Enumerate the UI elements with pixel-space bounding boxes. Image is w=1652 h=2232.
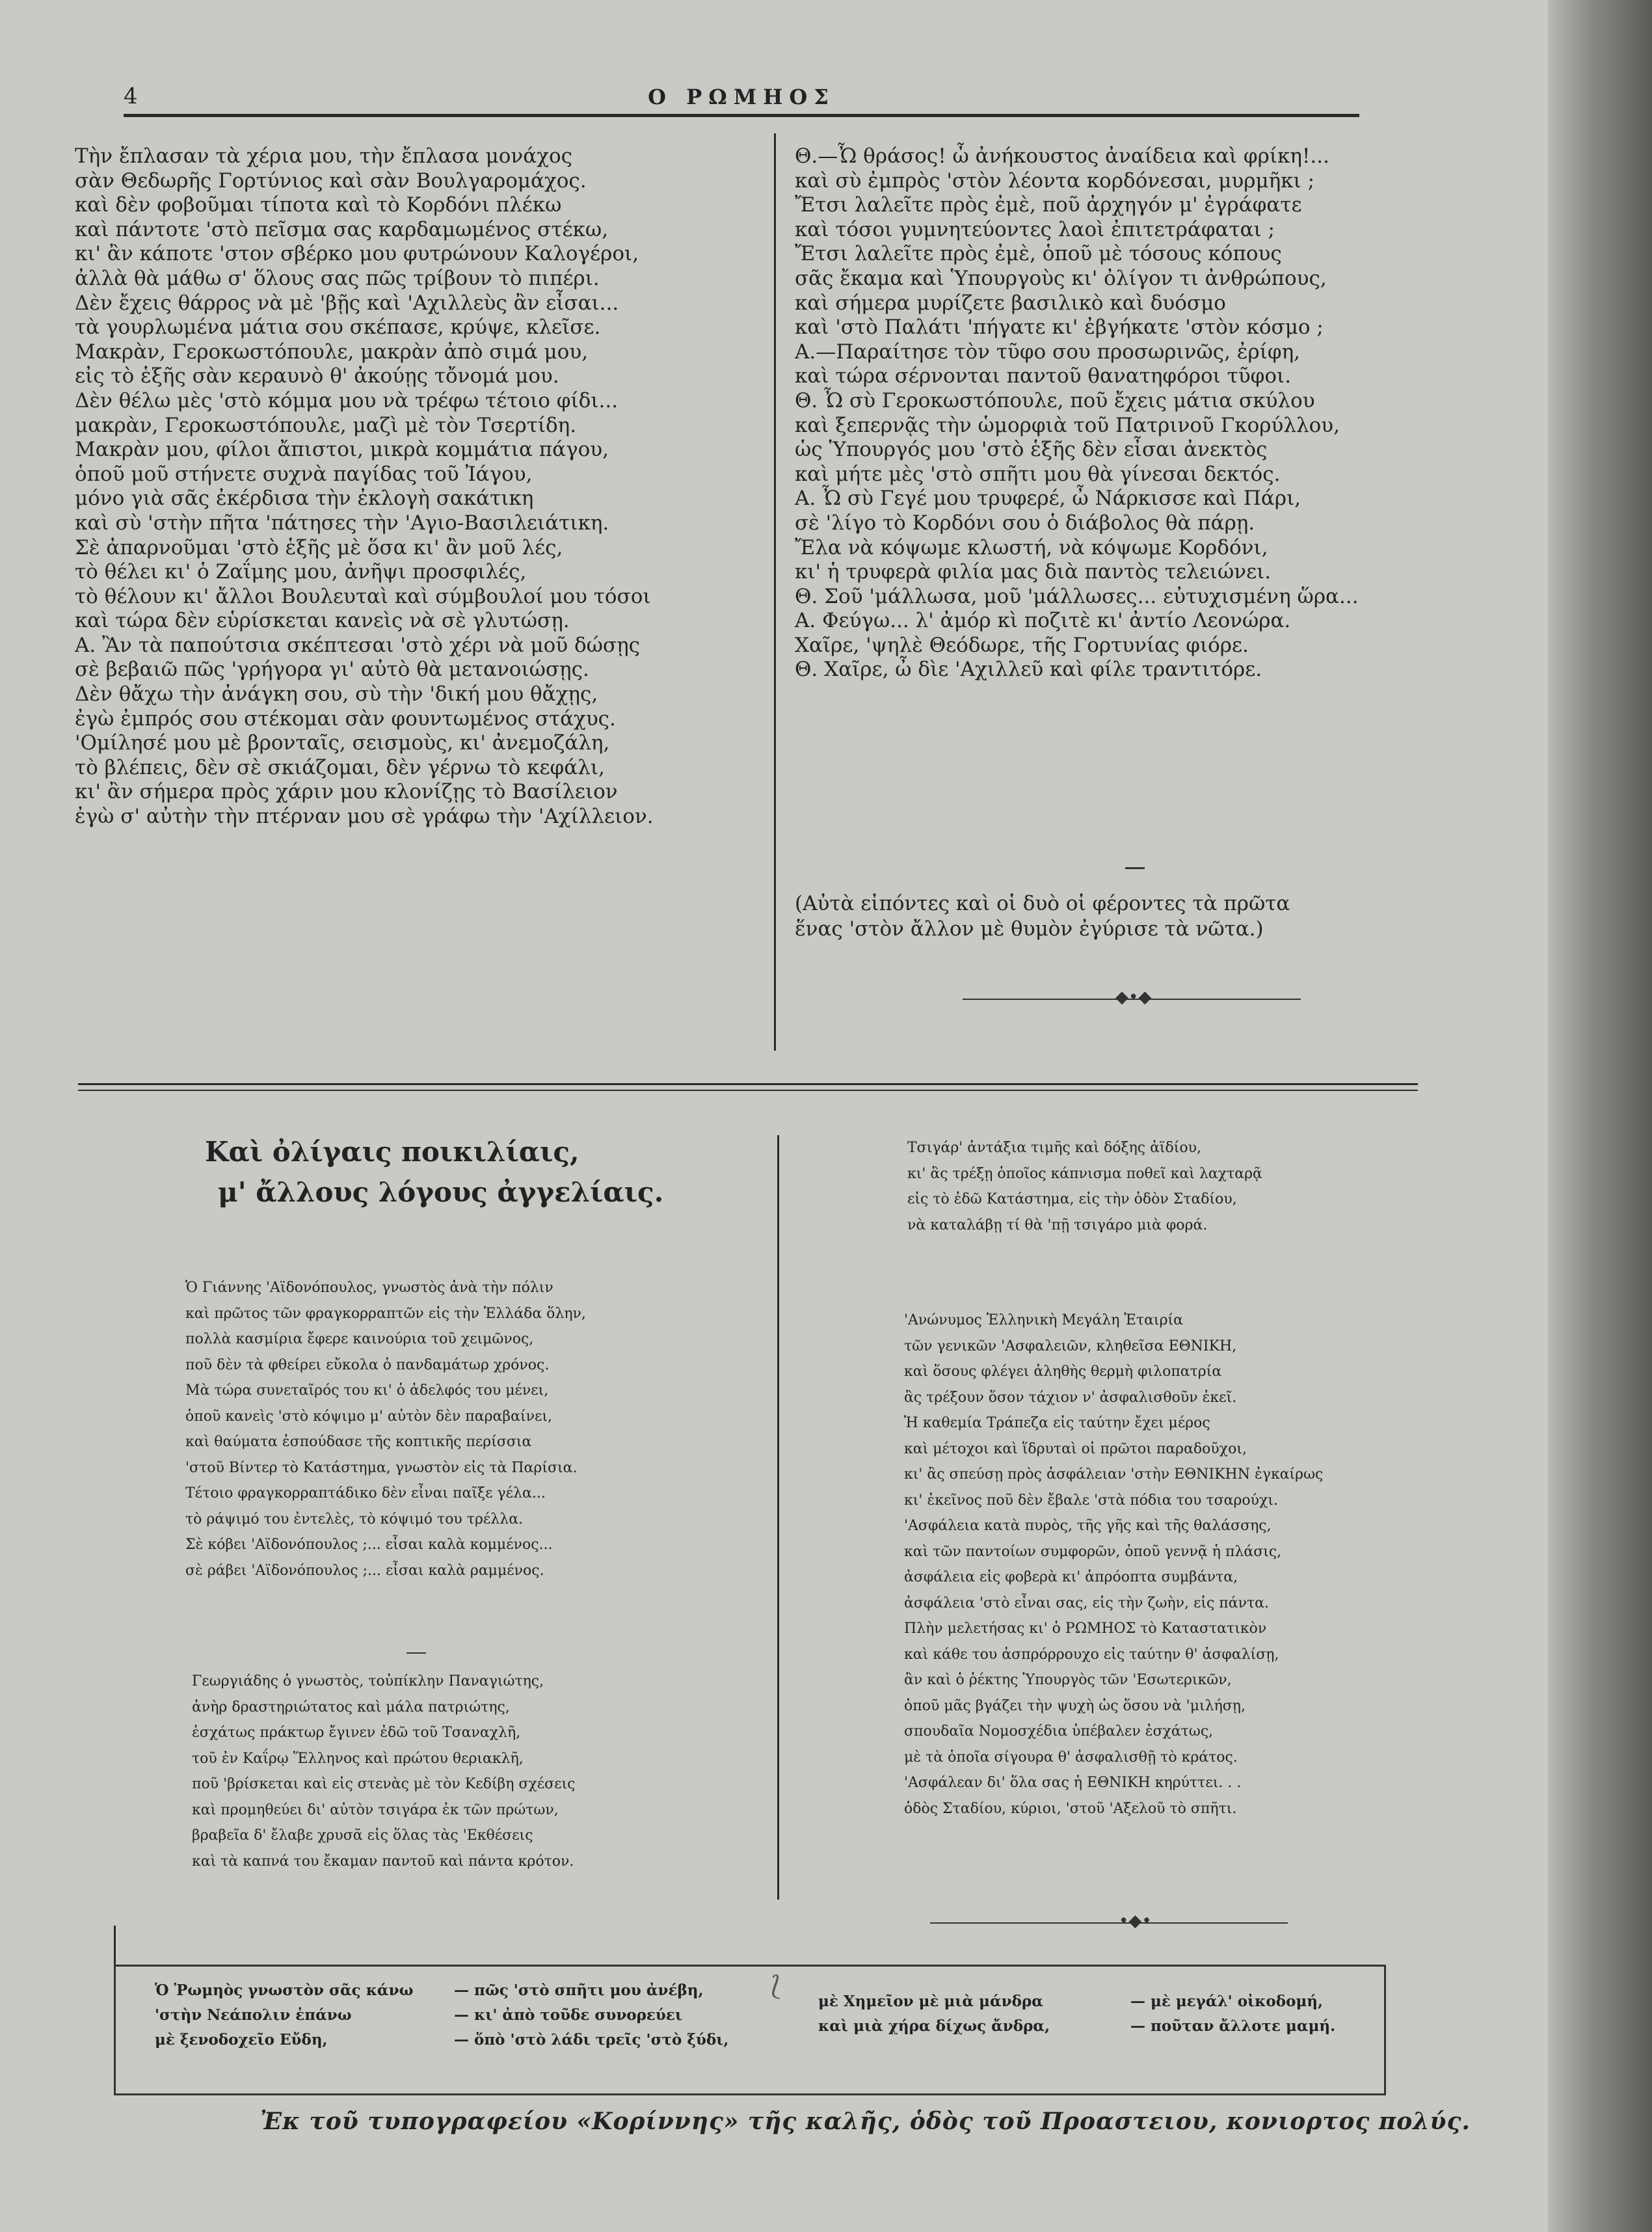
box-far-right-lines [1130, 1989, 1335, 2039]
verse-line: νὰ καταλάβῃ τί θὰ 'πῇ τσιγάρο μιὰ φορά. [907, 1217, 1208, 1233]
verse-line: 'Ομίλησέ μου μὲ βρονταῖς, σεισμοὺς, κι' ἀνεμοζάλη, [75, 731, 610, 755]
box-line: — ὅπὸ 'στὸ λάδι τρεῖς 'στὸ ξύδι, [454, 2031, 729, 2049]
verse-line: σὲ ράβει 'Αϊδονόπουλος ;... εἶσαι καλὰ ραμμένος. [185, 1562, 544, 1579]
advertisement-tailor [185, 1275, 586, 1583]
verse-line: καὶ μήτε μὲς 'στὸ σπῆτι μου θὰ γίνεσαι δεκτός. [795, 462, 1281, 486]
ornament-mark-bottom: •◆• [1119, 1911, 1152, 1931]
verse-line: 'Ασφάλεαν δι' ὅλα σας ἡ ΕΘΝΙΚΗ κηρύττει. . . [904, 1775, 1242, 1791]
verse-line: κι' ἐκεῖνος ποῦ δὲν ἔβαλε 'στὰ πόδια του τσαρούχι. [904, 1492, 1278, 1509]
verse-line: Γεωργιάδης ὁ γνωστὸς, τοὐπίκλην Παναγιώτης, [192, 1673, 544, 1689]
advertisement-cigarettes-continued [907, 1135, 1262, 1238]
verse-line: κι' ἂς σπεύσῃ πρὸς ἀσφάλειαν 'στὴν ΕΘΝΙΚΗΝ ἐγκαίρως [904, 1466, 1324, 1483]
verse-line: πολλὰ κασμίρια ἔφερε καινούρια τοῦ χειμῶνος, [185, 1331, 534, 1347]
verse-line: Α. Ἂν τὰ παπούτσια σκέπτεσαι 'στὸ χέρι νὰ μοῦ δώσῃς [75, 633, 640, 657]
box-line: — ποῦταν ἄλλοτε μαμή. [1130, 2017, 1336, 2035]
advert-dash [406, 1652, 426, 1654]
verse-line: Δὲν θέλω μὲς 'στὸ κόμμα μου νὰ τρέφω τέτοιο φίδι... [75, 388, 619, 412]
verse-line: σὰν Θεδωρῆς Γορτύνιος καὶ σὰν Βουλγαρομάχος. [75, 168, 587, 193]
verse-line: καὶ δὲν φοβοῦμαι τίποτα καὶ τὸ Κορδόνι πλέκω [75, 193, 562, 217]
verse-line: Θ. Ὦ σὺ Γεροκωστόπουλε, ποῦ ἔχεις μάτια σκύλου [795, 388, 1315, 412]
newspaper-title: Ο ΡΩΜΗΟΣ [648, 85, 835, 109]
section-dash [1125, 867, 1145, 869]
dialogue-right-column [795, 144, 1359, 682]
ornament-mark-top: ◆•◆ [1115, 988, 1152, 1007]
verse-line: Χαῖρε, 'ψηλὲ Θεόδωρε, τῆς Γορτυνίας φιόρε. [795, 633, 1249, 657]
verse-line: τὰ γουρλωμένα μάτια σου σκέπασε, κρύψε, κλεῖσε. [75, 316, 601, 340]
box-line: — μὲ μεγάλ' οἰκοδομή, [1130, 1993, 1324, 2010]
verse-line: ἀσφάλεια 'στὸ εἶναι σας, εἰς τὴν ζωὴν, εἰς πάντα. [904, 1594, 1269, 1611]
verse-line: Μακρὰν μου, φίλοι ἄπιστοι, μικρὰ κομμάτια πάγου, [75, 438, 609, 462]
advertisement-cigarettes [192, 1669, 576, 1874]
verse-line: τὸ ράψιμό του ἐντελὲς, τὸ κόψιμό του τρέλλα. [185, 1511, 524, 1527]
verse-line: Ἔλα νὰ κόψωμε κλωστή, νὰ κόψωμε Κορδόνι, [795, 535, 1268, 559]
verse-line: ἂν καὶ ὁ ῥέκτης Ὑπουργὸς τῶν 'Εσωτερικῶν, [904, 1672, 1232, 1688]
verse-line: 'στοῦ Βίντερ τὸ Κατάστημα, γνωστὸν εἰς τὰ Παρίσια. [185, 1459, 578, 1476]
verse-line: καὶ τῶν παντοίων συμφορῶν, ὁποῦ γεννᾷ ἡ πλάσις, [904, 1543, 1282, 1560]
section-rule-double-a [78, 1083, 1418, 1085]
section-rule-double-b [78, 1090, 1418, 1091]
verse-line: τὸ βλέπεις, δὲν σὲ σκιάζομαι, δὲν γέρνω τὸ κεφάλι, [75, 755, 605, 779]
box-line: 'στὴν Νεάπολιν ἐπάνω [155, 2006, 352, 2024]
verse-line: καὶ κάθε του ἀσπρόρρουχο εἰς ταύτην θ' ἀσφαλίσῃ, [904, 1646, 1279, 1663]
verse-line: μακρὰν, Γεροκωστόπουλε, μαζὶ μὲ τὸν Τσερτίδη. [75, 413, 577, 437]
verse-line: τῶν γενικῶν 'Ασφαλειῶν, κληθεῖσα ΕΘΝΙΚΗ, [904, 1338, 1237, 1354]
verse-line: Τέτοιο φραγκορραπτάδικο δὲν εἶναι παῖξε γέλα... [185, 1485, 546, 1501]
verse-line: τὸ θέλουν κι' ἄλλοι Βουλευταὶ καὶ σύμβουλοί μου τόσοι [75, 584, 651, 608]
verse-line: καὶ ξεπερνᾷς τὴν ὡμορφιὰ τοῦ Πατρινοῦ Γκορύλλου, [795, 413, 1340, 437]
page-edge-shadow [1548, 0, 1652, 2232]
note-line: (Αὐτὰ εἰπόντες καὶ οἱ δυὸ οἱ φέροντες τὰ πρῶτα [795, 892, 1290, 915]
verse-line: Ἔτσι λαλεῖτε πρὸς ἐμὲ, ποῦ ἀρχηγόν μ' ἐγράφατε [795, 193, 1302, 217]
verse-line: βραβεῖα δ' ἔλαβε χρυσᾶ εἰς ὅλας τὰς 'Εκθέσεις [192, 1827, 533, 1844]
verse-line: Τὴν ἔπλασαν τὰ χέρια μου, τὴν ἔπλασα μονάχος [75, 144, 573, 168]
column-divider-bottom [777, 1135, 779, 1900]
verse-line: ὁποῦ κανεὶς 'στὸ κόψιμο μ' αὐτὸν δὲν παραβαίνει, [185, 1408, 552, 1425]
verse-line: καὶ προμηθεύει δι' αὐτὸν τσιγάρα ἐκ τῶν πρώτων, [192, 1801, 559, 1818]
verse-line: Ὁ Γιάννης 'Αϊδονόπουλος, γνωστὸς ἀνὰ τὴν πόλιν [185, 1280, 553, 1296]
verse-line: ἐγὼ ἐμπρός σου στέκομαι σὰν φουντωμένος στάχυς. [75, 706, 616, 731]
verse-line: καὶ σὺ ἐμπρὸς 'στὸν λέοντα κορδόνεσαι, μυρμῆκι ; [795, 168, 1315, 193]
verse-line: κι' ἡ τρυφερὰ φιλία μας διὰ παντὸς τελειώνει. [795, 560, 1272, 584]
verse-line: Δὲν ἔχεις θάρρος νὰ μὲ 'βῇς καὶ 'Αχιλλεὺς ἂν εἶσαι... [75, 291, 619, 315]
verse-line: καὶ τόσοι γυμνητεύοντες λαοὶ ἐπιτετράφαται ; [795, 217, 1275, 241]
verse-line: σὲ βεβαιῶ πῶς 'γρήγορα γι' αὐτὸ θὰ μετανοιώσῃς. [75, 658, 589, 682]
verse-line: τὸ θέλει κι' ὁ Ζαΐμης μου, ἀνῆψι προσφιλές, [75, 560, 527, 584]
section-heading-line-2: μ' ἄλλους λόγους ἀγγελίαις. [218, 1176, 664, 1208]
verse-line: καὶ σήμερα μυρίζετε βασιλικὸ καὶ δυόσμο [795, 291, 1226, 315]
verse-line: καὶ πρῶτος τῶν φραγκορραπτῶν εἰς τὴν Ἑλλάδα ὅλην, [185, 1305, 586, 1322]
verse-line: 'Ασφάλεια κατὰ πυρὸς, τῆς γῆς καὶ τῆς θαλάσσης, [904, 1518, 1272, 1534]
section-heading-line-1: Καὶ ὀλίγαις ποικιλίαις, [205, 1136, 580, 1168]
verse-line: ὁποῦ μᾶς βγάζει τὴν ψυχὴ ὡς ὅσου νὰ 'μιλήσῃ, [904, 1697, 1246, 1714]
verse-line: Ἡ καθεμία Τράπεζα εἰς ταύτην ἔχει μέρος [904, 1415, 1210, 1431]
box-right-lines [818, 1989, 1050, 2039]
verse-line: τοῦ ἐν Καΐρῳ Ἕλληνος καὶ πρώτου θεριακλῆ, [192, 1750, 524, 1767]
box-line: μὲ Χημεῖον μὲ μιὰ μάνδρα [818, 1993, 1043, 2010]
verse-line: Δὲν θἄχω τὴν ἀνάγκη σου, σὺ τὴν 'δική μου θἄχῃς, [75, 682, 598, 706]
verse-line: εἰς τὸ ἑξῆς σὰν κεραυνὸ θ' ἀκούῃς τὄνομά μου. [75, 364, 559, 388]
verse-line: Α. Ὦ σὺ Γεγέ μου τρυφερέ, ὦ Νάρκισσε καὶ Πάρι, [795, 487, 1301, 511]
verse-line: καὶ σὺ 'στὴν πῆτα 'πάτησες τὴν 'Αγιο-Βασιλειάτικη. [75, 511, 609, 535]
verse-line: καὶ τώρα δὲν εὑρίσκεται κανεὶς νὰ σὲ γλυτώσῃ. [75, 609, 570, 633]
verse-line: Μὰ τώρα συνεταῖρός του κι' ὁ ἀδελφός του μένει, [185, 1382, 549, 1399]
verse-line: κι' ἂν κάποτε 'στον σβέρκο μου φυτρώνουν Καλογέροι, [75, 242, 639, 266]
box-mid-lines [454, 1978, 728, 2052]
verse-line: κι' ἂν σήμερα πρὸς χάριν μου κλονίζῃς τὸ Βασίλειον [75, 780, 618, 804]
verse-line: ὁδὸς Σταδίου, κύριοι, 'στοῦ 'Αξελοῦ τὸ σπῆτι. [904, 1800, 1237, 1817]
verse-line: Τσιγάρ' ἀντάξια τιμῆς καὶ δόξης ἀϊδίου, [907, 1140, 1202, 1156]
header-rule [124, 114, 1359, 117]
verse-line: καὶ 'στὸ Παλάτι 'πήγατε κι' ἐβγήκατε 'στὸν κόσμο ; [795, 316, 1324, 340]
advertisement-insurance [904, 1308, 1323, 1822]
column-divider-top [774, 133, 776, 1051]
verse-line: καὶ μέτοχοι καὶ ἵδρυταὶ οἱ πρῶτοι παραδοῦχοι, [904, 1440, 1247, 1457]
verse-line: ποῦ 'βρίσκεται καὶ εἰς στενὰς μὲ τὸν Κεδίβη σχέσεις [192, 1776, 576, 1792]
verse-line: ἀλλὰ θὰ μάθω σ' ὅλους σας πῶς τρίβουν τὸ πιπέρι. [75, 266, 600, 290]
verse-line: ὡς Ὑπουργός μου 'στὸ ἑξῆς δὲν εἶσαι ἀνεκτὸς [795, 438, 1268, 462]
verse-line: μὲ τὰ ὁποῖα σίγουρα θ' ἀσφαλισθῇ τὸ κράτος. [904, 1749, 1238, 1766]
box-line: μὲ ξενοδοχεῖο Εὔδη, [155, 2031, 328, 2049]
verse-line: ἐγὼ σ' αὐτὴν τὴν πτέρναν μου σὲ γράφω τὴν 'Αχίλλειον. [75, 805, 654, 829]
verse-line: Σὲ ἀπαρνοῦμαι 'στὸ ἑξῆς μὲ ὅσα κι' ἂν μοῦ λές, [75, 535, 563, 559]
verse-line: σὲ 'λίγο τὸ Κορδόνι σου ὁ διάβολος θὰ πάρῃ. [795, 511, 1255, 535]
box-line: — κι' ἀπὸ τοῦδε συνορεύει [454, 2006, 682, 2024]
box-line: καὶ μιὰ χήρα δίχως ἄνδρα, [818, 2017, 1050, 2035]
verse-line: Πλὴν μελετήσας κι' ὁ ΡΩΜΗΟΣ τὸ Καταστατικὸν [904, 1620, 1267, 1637]
verse-line: εἰς τὸ ἐδῶ Κατάστημα, εἰς τὴν ὁδὸν Σταδίου, [907, 1191, 1237, 1207]
verse-line: Θ. Χαῖρε, ὦ δὶε 'Αχιλλεῦ καὶ φίλε τραντιτόρε. [795, 658, 1262, 682]
verse-line: Θ.—Ὦ θράσος! ὦ ἀνήκουστος ἀναίδεια καὶ φρίκη!... [795, 144, 1329, 168]
verse-line: καὶ ὅσους φλέγει ἀληθὴς θερμὴ φιλοπατρία [904, 1364, 1222, 1380]
verse-line: καὶ θαύματα ἐσπούδασε τῆς κοπτικῆς περίσσια [185, 1434, 532, 1450]
verse-line: Μακρὰν, Γεροκωστόπουλε, μακρὰν ἀπὸ σιμά μου, [75, 340, 589, 364]
dialogue-left-column [75, 144, 654, 829]
verse-line: Σὲ κόβει 'Αϊδονόπουλος ;... εἶσαι καλὰ κομμένος... [185, 1537, 553, 1553]
section-heading [205, 1132, 663, 1213]
page-number: 4 [124, 83, 138, 109]
box-brace: ⟅ [771, 1971, 781, 2001]
verse-line: ὁποῦ μοῦ στήνετε συχνὰ παγίδας τοῦ Ἰάγου, [75, 462, 533, 486]
printer-imprint: Ἐκ τοῦ τυπογραφείου «Κορίννης» τῆς καλῆς, ὁδὸς τοῦ Προαστειου, κονιορτος πολύς. [260, 2108, 1471, 2135]
verse-line: ἂς τρέξουν ὅσον τάχιον ν' ἀσφαλισθοῦν ἐκεῖ. [904, 1389, 1237, 1406]
verse-line: κι' ἂς τρέξῃ ὁποῖος κάπνισμα ποθεῖ καὶ λαχταρᾷ [907, 1165, 1262, 1182]
verse-line: Θ. Σοῦ 'μάλλωσα, μοῦ 'μάλλωσες... εὐτυχισμένη ὥρα... [795, 584, 1359, 608]
ornament-rule-bottom [930, 1922, 1288, 1924]
verse-line: Ἔτσι λαλεῖτε πρὸς ἐμὲ, ὁποῦ μὲ τόσους κόπους [795, 242, 1282, 266]
box-left-lines [155, 1978, 414, 2052]
verse-line: καὶ πάντοτε 'στὸ πεῖσμα σας καρδαμωμένος στέκω, [75, 217, 609, 241]
verse-line: ἀνὴρ δραστηριώτατος καὶ μάλα πατριώτης, [192, 1699, 510, 1715]
closing-stage-note [795, 891, 1290, 942]
classified-box [114, 1965, 1386, 2095]
verse-line: μόνο γιὰ σᾶς ἐκέρδισα τὴν ἐκλογὴ σακάτικη [75, 487, 534, 511]
verse-line: σπουδαῖα Νομοσχέδια ὑπέβαλεν ἐσχάτως, [904, 1723, 1214, 1740]
verse-line: ἀσφάλεια εἰς φοβερὰ κι' ἀπρόοπτα συμβάντα, [904, 1569, 1238, 1585]
verse-line: ἐσχάτως πράκτωρ ἔγινεν ἐδῶ τοῦ Τσαναχλῆ, [192, 1725, 521, 1741]
verse-line: καὶ τὰ καπνά του ἔκαμαν παντοῦ καὶ πάντα κρότον. [192, 1853, 574, 1870]
verse-line: 'Ανώνυμος Ἑλληνικὴ Μεγάλη Ἑταιρία [904, 1312, 1183, 1328]
box-line: Ὁ Ῥωμηὸς γνωστὸν σᾶς κάνω [155, 1982, 414, 1999]
verse-line: καὶ τώρα σέρνονται παντοῦ θανατηφόροι τῦφοι. [795, 364, 1292, 388]
page-header [124, 77, 1359, 116]
box-line: — πῶς 'στὸ σπῆτι μου ἀνέβη, [454, 1982, 704, 1999]
verse-line: Α. Φεύγω... λ' ἀμόρ κὶ ποζιτὲ κι' ἀντίο Λεονώρα. [795, 609, 1291, 633]
verse-line: Α.—Παραίτησε τὸν τῦφο σου προσωρινῶς, ἐρίφη, [795, 340, 1300, 364]
verse-line: ποῦ δὲν τὰ φθείρει εὔκολα ὁ πανδαμάτωρ χρόνος. [185, 1356, 550, 1373]
note-line: ἕνας 'στὸν ἄλλον μὲ θυμὸν ἐγύρισε τὰ νῶτα.) [795, 917, 1264, 941]
verse-line: σᾶς ἔκαμα καὶ Ὑπουργοὺς κι' ὀλίγον τι ἀνθρώπους, [795, 266, 1327, 290]
